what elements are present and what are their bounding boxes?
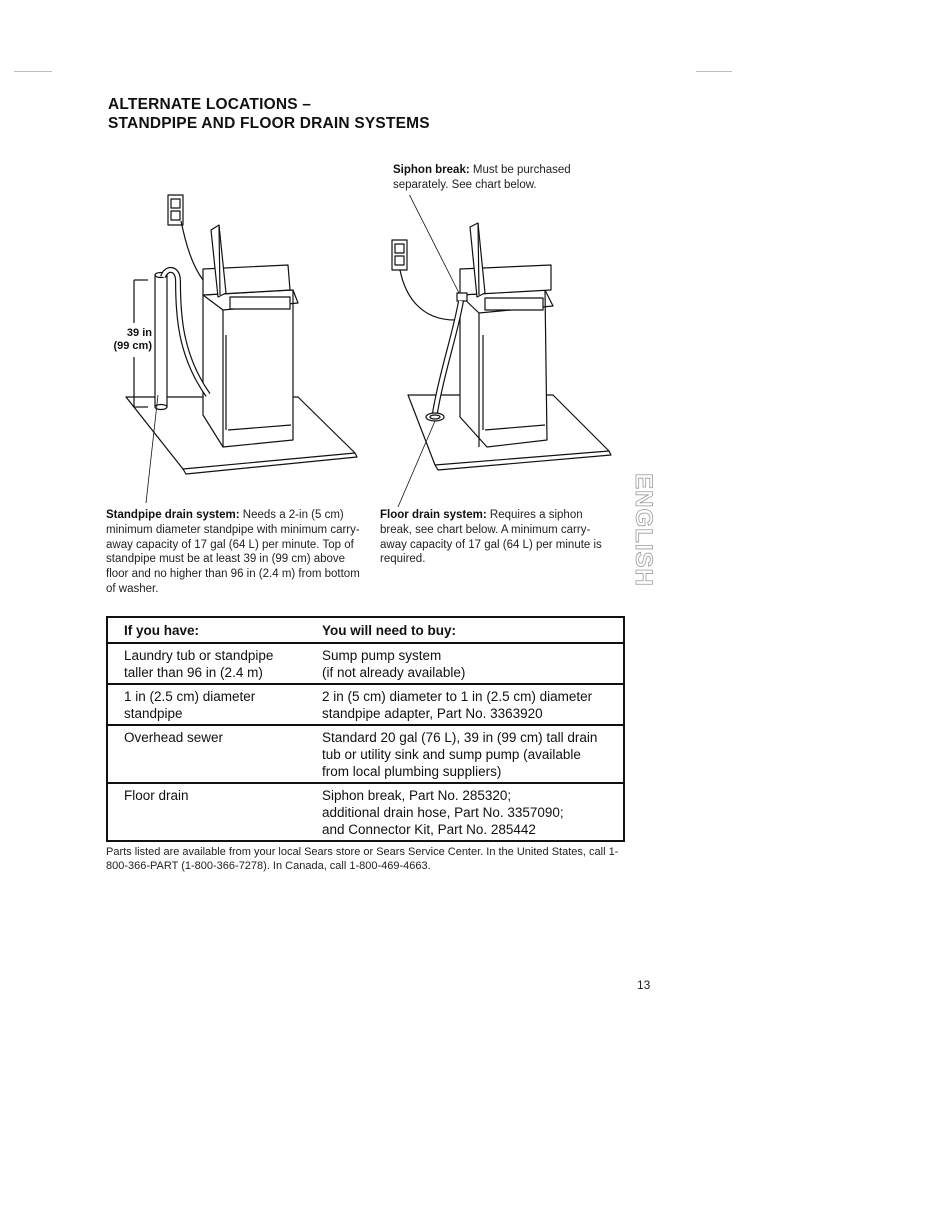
standpipe-caption <box>106 508 364 597</box>
cell-line: tub or utility sink and sump pump (available <box>322 747 581 762</box>
siphon-break-text: Must be purchased separately. See chart below. <box>393 164 571 191</box>
parts-table <box>106 616 625 842</box>
standpipe-height-dimension <box>108 327 152 353</box>
cell-have <box>107 684 322 725</box>
floor-drain-text: Requires a siphon break, see chart below. A minimum carry-away capacity of 17 gal (64 L) per minute is required. <box>380 509 602 566</box>
cell-line: Siphon break, Part No. 285320; <box>322 788 512 803</box>
cell-line: standpipe adapter, Part No. 3363920 <box>322 706 543 721</box>
cell-line: 2 in (5 cm) diameter to 1 in (2.5 cm) diameter <box>322 689 593 704</box>
language-tab-label: ENGLISH <box>630 472 657 587</box>
heading-line-1: ALTERNATE LOCATIONS – <box>108 96 312 113</box>
dimension-centimeters: (99 cm) <box>113 340 152 352</box>
column-header-have: If you have: <box>107 617 322 643</box>
cell-line: Floor drain <box>124 788 189 803</box>
cell-line: taller than 96 in (2.4 m) <box>124 665 263 680</box>
language-side-tab <box>630 462 656 597</box>
cell-line: Laundry tub or standpipe <box>124 648 274 663</box>
top-rule-right <box>696 71 732 72</box>
cell-buy <box>322 783 624 841</box>
table-row <box>107 783 624 841</box>
floor-drain-label: Floor drain system: <box>380 509 487 521</box>
parts-footnote: Parts listed are available from your local Sears store or Sears Service Center. In the United States, call 1-800-366-PART (1-800-366-7278). In Canada, call 1-800-469-4663. <box>106 846 619 872</box>
cell-line: and Connector Kit, Part No. 285442 <box>322 822 536 837</box>
table-header-row <box>107 617 624 643</box>
cell-buy <box>322 684 624 725</box>
cell-have <box>107 783 322 841</box>
siphon-break-label: Siphon break: <box>393 164 470 176</box>
cell-have <box>107 725 322 783</box>
cell-have <box>107 643 322 684</box>
table-row <box>107 643 624 684</box>
cell-line: from local plumbing suppliers) <box>322 764 502 779</box>
cell-line: Sump pump system <box>322 648 442 663</box>
column-header-buy: You will need to buy: <box>322 617 624 643</box>
cell-line: additional drain hose, Part No. 3357090; <box>322 805 564 820</box>
heading-line-2: STANDPIPE AND FLOOR DRAIN SYSTEMS <box>108 115 430 132</box>
floor-drain-caption <box>380 508 605 567</box>
cell-line: Standard 20 gal (76 L), 39 in (99 cm) tall drain <box>322 730 598 745</box>
cell-line: standpipe <box>124 706 183 721</box>
cell-line: (if not already available) <box>322 665 466 680</box>
top-rule-left <box>14 71 52 72</box>
table-row <box>107 684 624 725</box>
page-number: 13 <box>637 978 651 992</box>
cell-buy <box>322 643 624 684</box>
dimension-inches: 39 in <box>126 327 152 339</box>
floor-drain-illustration <box>375 195 620 525</box>
standpipe-text: Needs a 2-in (5 cm) minimum diameter standpipe with minimum carry-away capacity of 17 gal (64 L) per minute. Top of standpipe must be at least 39 in (99 cm) above floor and no higher than 96 in (2.4 m) from bottom of washer. <box>106 509 360 595</box>
siphon-break-caption <box>393 163 598 193</box>
cell-line: Overhead sewer <box>124 730 224 745</box>
cell-line: 1 in (2.5 cm) diameter <box>124 689 256 704</box>
table-row <box>107 725 624 783</box>
cell-buy <box>322 725 624 783</box>
section-heading <box>108 95 430 133</box>
standpipe-label: Standpipe drain system: <box>106 509 240 521</box>
